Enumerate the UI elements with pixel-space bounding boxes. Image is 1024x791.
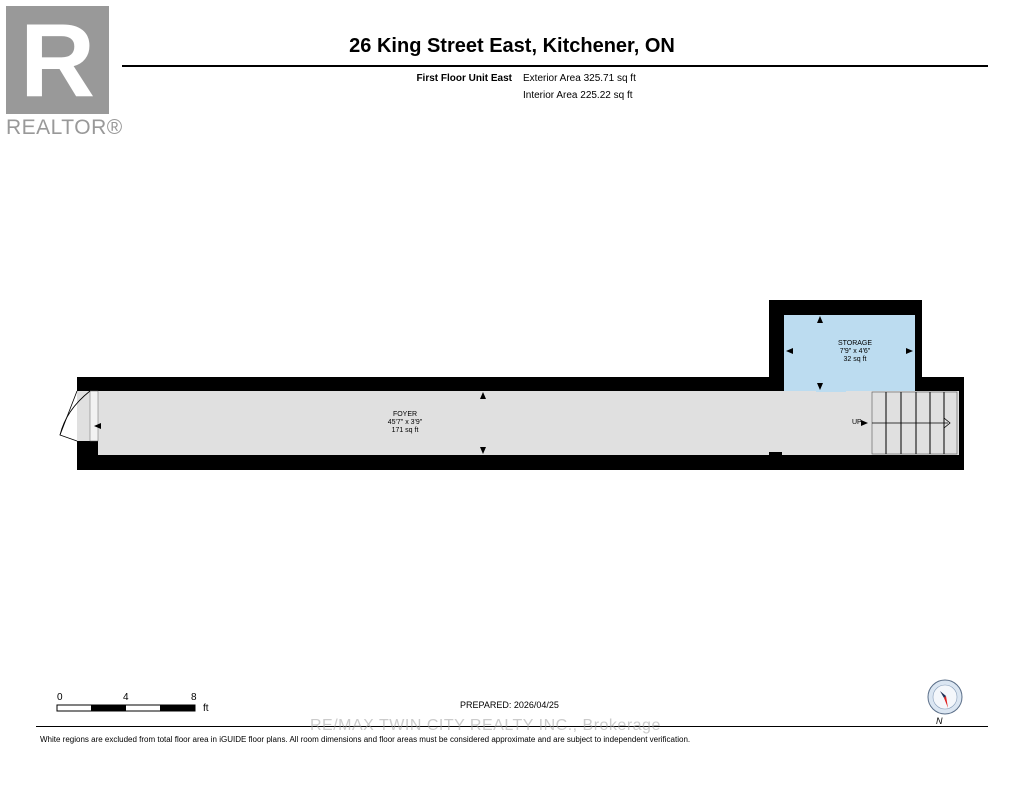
door-leaf bbox=[60, 391, 77, 435]
scale-unit: ft bbox=[203, 703, 209, 714]
realtor-logo-text: REALTOR® bbox=[6, 116, 123, 139]
interior-area: Interior Area 225.22 sq ft bbox=[523, 90, 633, 101]
realtor-logo-letter: R bbox=[19, 3, 96, 119]
floor-label: First Floor Unit East bbox=[416, 73, 512, 84]
page-title: 26 King Street East, Kitchener, ON bbox=[349, 35, 675, 57]
wall-notch bbox=[769, 452, 782, 456]
storage-label bbox=[815, 340, 895, 364]
foyer-dimensions: 45'7" x 3'9" bbox=[387, 419, 423, 426]
exterior-area: Exterior Area 325.71 sq ft bbox=[523, 73, 636, 84]
foyer-name: FOYER bbox=[392, 411, 418, 418]
scale-label-8: 8 bbox=[191, 692, 197, 703]
stairs-up-label: UP bbox=[852, 419, 862, 426]
north-label: N bbox=[936, 716, 943, 726]
scale-label-0: 0 bbox=[57, 692, 63, 703]
storage-dimensions: 7'9" x 4'6" bbox=[839, 348, 871, 355]
scale-bar bbox=[55, 701, 215, 721]
storage-name: STORAGE bbox=[837, 340, 873, 347]
prepared-date: PREPARED: 2026/04/25 bbox=[460, 700, 559, 710]
storage-area: 32 sq ft bbox=[843, 356, 867, 363]
compass-icon bbox=[925, 677, 965, 717]
scale-label-4: 4 bbox=[123, 692, 129, 703]
foyer-room bbox=[98, 391, 871, 455]
entry-door-jamb bbox=[90, 391, 98, 441]
brokerage-watermark: RE/MAX TWIN CITY REALTY INC., Brokerage bbox=[310, 717, 661, 734]
foyer-area: 171 sq ft bbox=[391, 427, 419, 434]
foyer-label bbox=[365, 411, 445, 435]
disclaimer-text: White regions are excluded from total floor area in iGUIDE floor plans. All room dimensions and floor areas must be considered approximate and are subject to independent verification. bbox=[40, 735, 691, 744]
